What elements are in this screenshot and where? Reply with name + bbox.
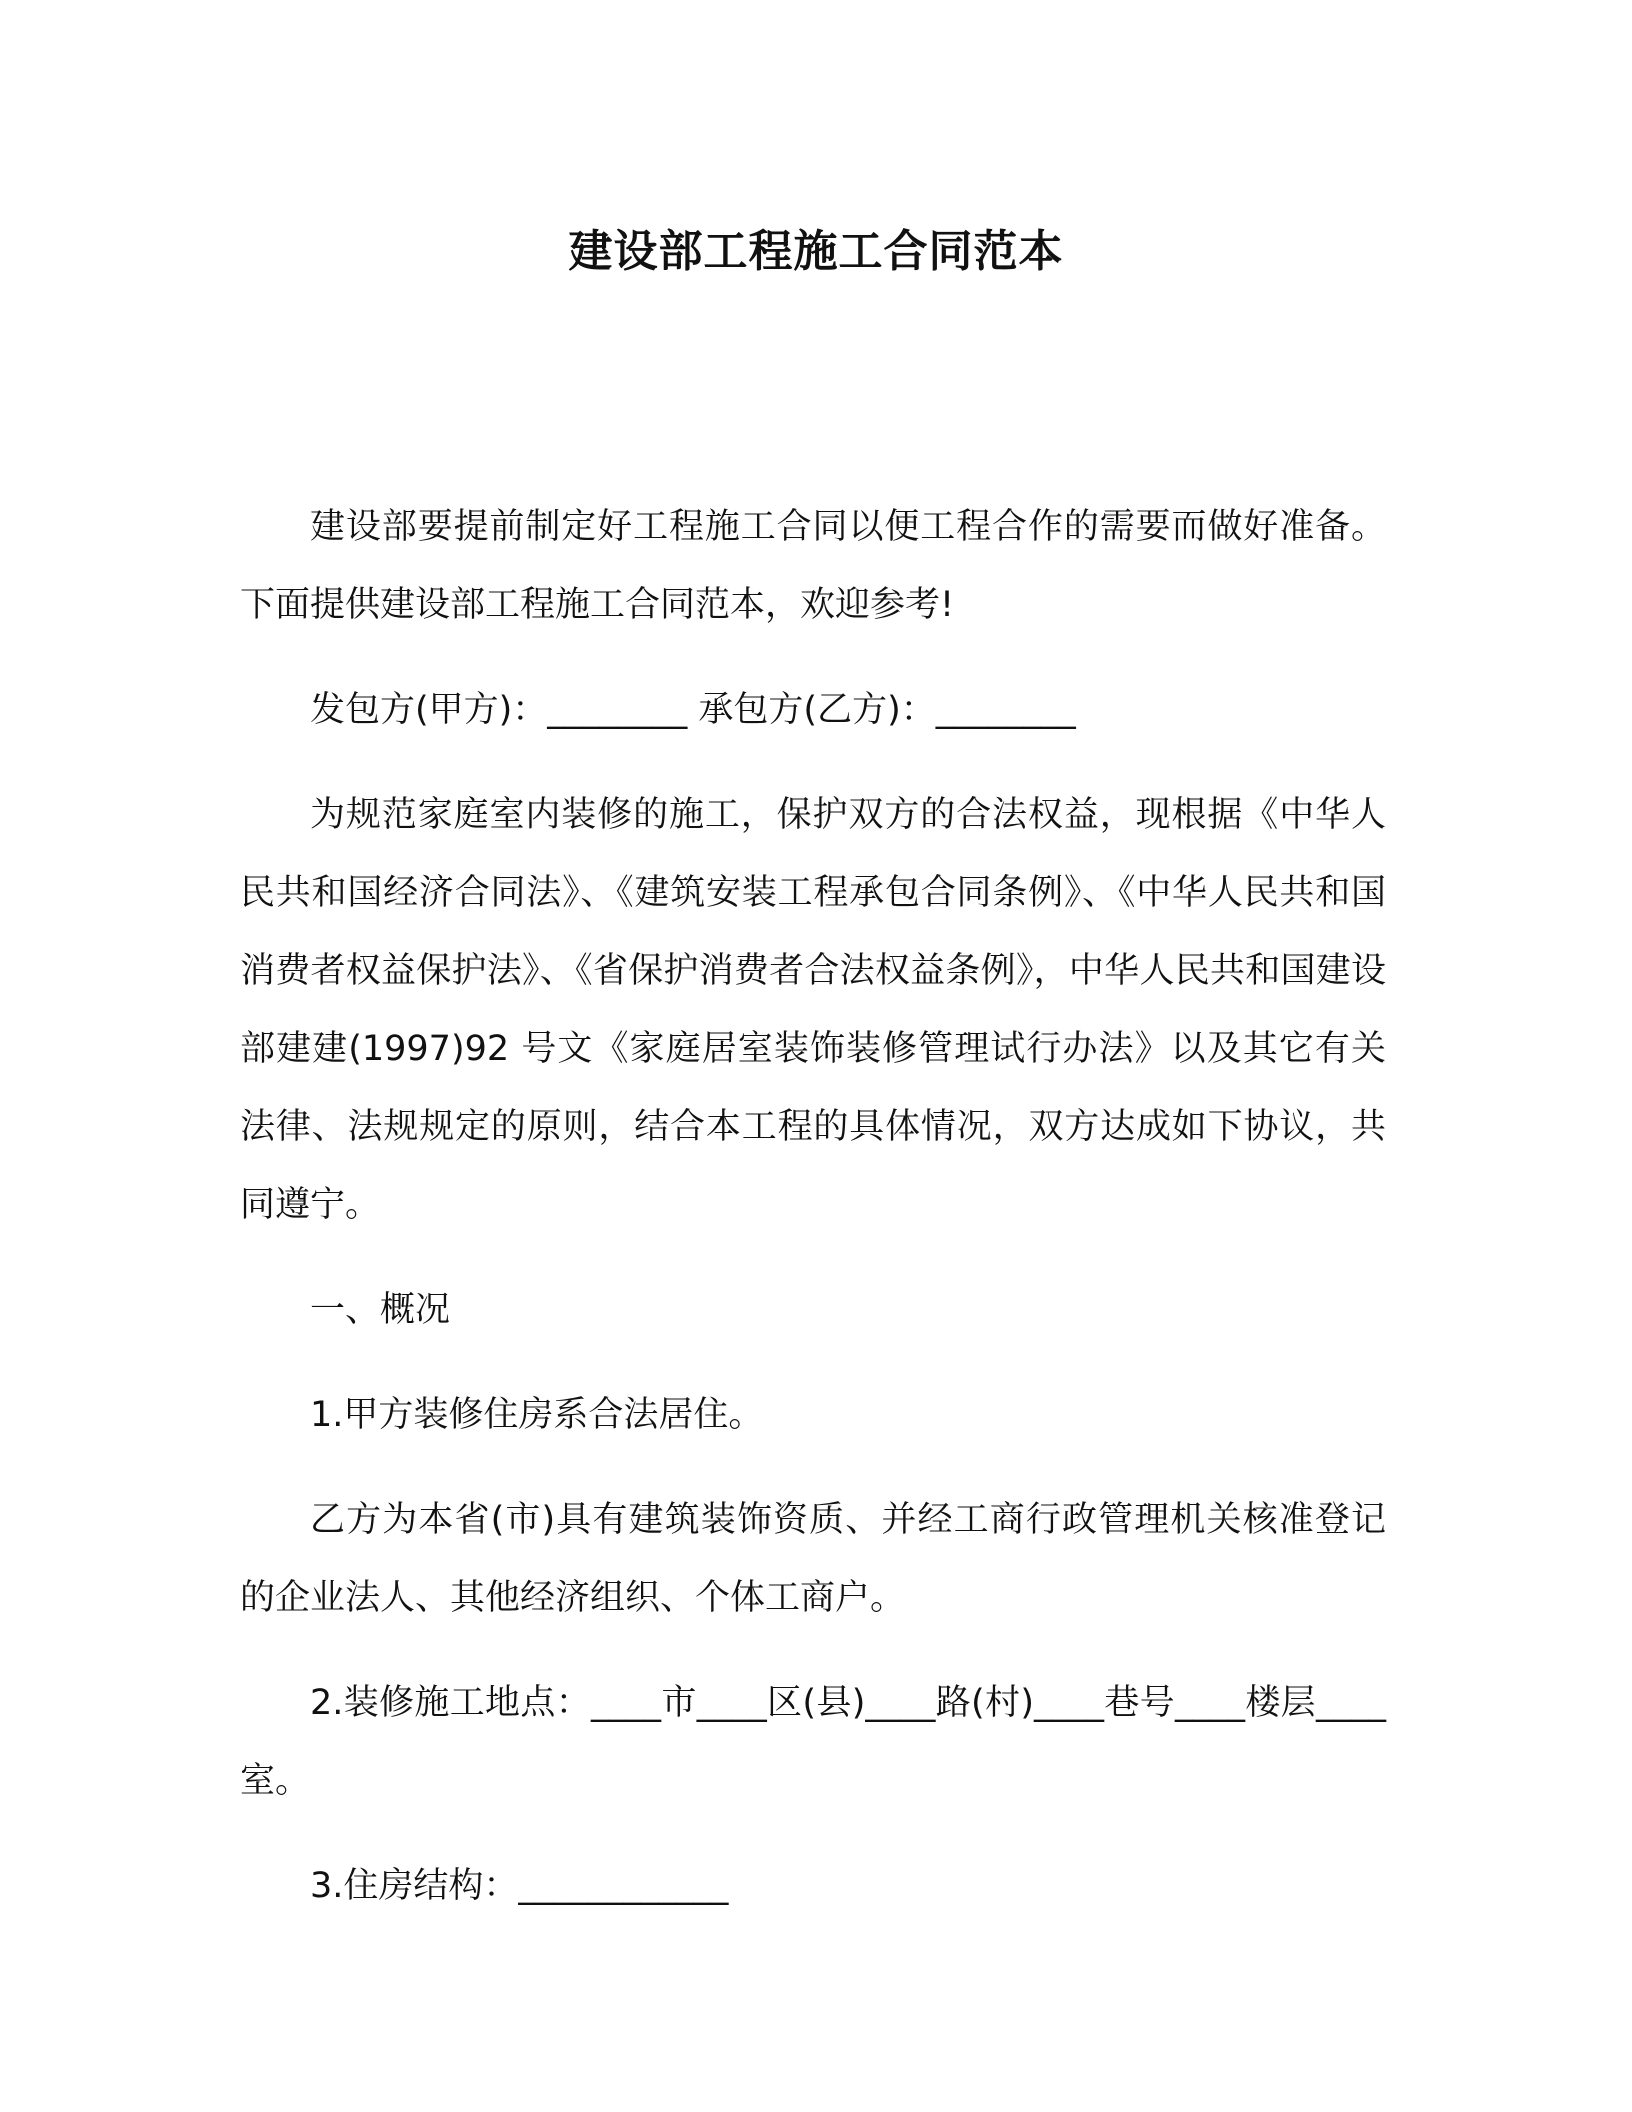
- intro-paragraph: 建设部要提前制定好工程施工合同以便工程合作的需要而做好准备。下面提供建设部工程施工合同范本，欢迎参考!: [240, 507, 1386, 625]
- document-title: 建设部工程施工合同范本: [568, 226, 1064, 277]
- parties-line: 发包方(甲方)：________ 承包方(乙方)：________: [310, 690, 1076, 730]
- section-heading-overview: 一、概况: [310, 1290, 451, 1330]
- contractor-qualification-paragraph: 乙方为本省(市)具有建筑装饰资质、并经工商行政管理机关核准登记的企业法人、其他经济组织、个体工商户。: [240, 1500, 1386, 1618]
- clause-2-site-address: 2.装修施工地点：____市____区(县)____路(村)____巷号____楼层____室。: [240, 1683, 1386, 1801]
- clause-1: 1.甲方装修住房系合法居住。: [310, 1395, 764, 1435]
- document-body: [240, 488, 1386, 1925]
- clause-3-housing-structure: 3.住房结构：____________: [310, 1866, 729, 1906]
- legal-basis-paragraph: 为规范家庭室内装修的施工，保护双方的合法权益，现根据《中华人民共和国经济合同法》、《建筑安装工程承包合同条例》、《中华人民共和国消费者权益保护法》、《省保护消费者合法权益条例》，中华人民共和国建设部建建(1997)92 号文《家庭居室装饰装修管理试行办法》以及其它有关法律、法规规定的原则，结合本工程的具体情况，双方达成如下协议，共同遵宁。: [240, 795, 1386, 1225]
